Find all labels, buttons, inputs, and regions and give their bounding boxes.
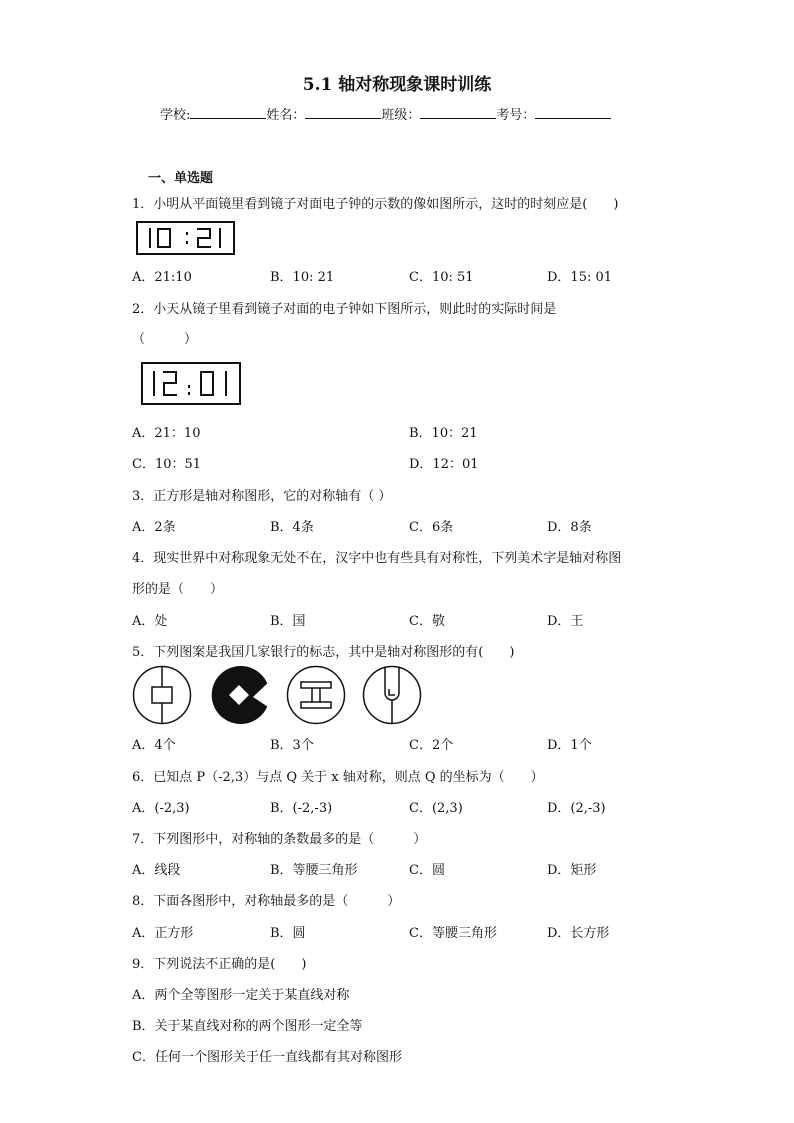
question-8-option-c[interactable]: C．等腰三角形 xyxy=(409,926,497,941)
class-label: 班级： xyxy=(381,108,421,123)
question-1-option-c[interactable]: C．10: 51 xyxy=(409,270,474,285)
header-fields xyxy=(160,104,611,123)
page-title: 5.1 轴对称现象课时训练 xyxy=(302,75,492,95)
name-label: 姓名： xyxy=(266,108,306,123)
question-5-option-a[interactable]: A．4个 xyxy=(132,738,176,753)
question-1-option-a[interactable]: A．21:10 xyxy=(132,270,192,285)
class-blank[interactable] xyxy=(420,106,496,119)
question-3-option-c[interactable]: C．6条 xyxy=(409,520,454,535)
question-8-stem: 8．下面各图形中，对称轴最多的是（ ） xyxy=(132,894,401,909)
question-2-clock xyxy=(141,362,241,405)
exam-no-blank[interactable] xyxy=(535,106,611,119)
question-7-option-a[interactable]: A．线段 xyxy=(132,863,181,878)
exam-no-label: 考号： xyxy=(496,108,536,123)
question-9-stem: 9．下列说法不正确的是( ) xyxy=(132,957,307,972)
question-5-stem: 5．下列图案是我国几家银行的标志，其中是轴对称图形的有( ) xyxy=(132,645,515,660)
question-3-option-d[interactable]: D．8条 xyxy=(547,520,592,535)
clock-digits-figure xyxy=(138,223,233,253)
question-5-option-d[interactable]: D．1个 xyxy=(547,738,592,753)
question-5-option-b[interactable]: B．3个 xyxy=(270,738,314,753)
question-8-option-b[interactable]: B．圆 xyxy=(270,926,306,941)
question-2-option-a[interactable]: A．21：10 xyxy=(132,426,201,441)
question-2-option-d[interactable]: D．12：01 xyxy=(409,457,479,472)
question-7-option-c[interactable]: C．圆 xyxy=(409,863,445,878)
school-blank[interactable] xyxy=(190,106,266,119)
question-2-option-c[interactable]: C．10：51 xyxy=(132,457,202,472)
question-9-option-c[interactable]: C．任何一个图形关于任一直线都有其对称图形 xyxy=(132,1050,402,1065)
question-7-option-d[interactable]: D．矩形 xyxy=(547,863,597,878)
clock-digits-figure xyxy=(143,364,239,403)
question-6-stem: 6．已知点 P（-2,3）与点 Q 关于 x 轴对称，则点 Q 的坐标为（ ） xyxy=(132,770,544,785)
question-1-option-b[interactable]: B．10: 21 xyxy=(270,270,335,285)
question-2-option-b[interactable]: B．10：21 xyxy=(409,426,478,441)
question-6-option-b[interactable]: B．(-2,-3) xyxy=(270,801,333,816)
question-7-option-b[interactable]: B．等腰三角形 xyxy=(270,863,358,878)
question-4-option-a[interactable]: A．处 xyxy=(132,614,168,629)
question-6-option-a[interactable]: A．(-2,3) xyxy=(132,801,190,816)
question-1-clock xyxy=(136,221,235,255)
question-5-option-c[interactable]: C．2个 xyxy=(409,738,454,753)
question-1-stem: 1．小明从平面镜里看到镜子对面电子钟的示数的像如图所示，这时的时刻应是( ) xyxy=(132,197,619,212)
question-8-option-d[interactable]: D．长方形 xyxy=(547,926,610,941)
question-3-option-b[interactable]: B．4条 xyxy=(270,520,314,535)
question-2-stem-line2: （ ） xyxy=(132,332,198,347)
question-4-option-c[interactable]: C．敬 xyxy=(409,614,445,629)
question-4-stem-line1: 4．现实世界中对称现象无处不在，汉字中也有些具有对称性，下列美术字是轴对称图 xyxy=(132,551,622,566)
question-2-stem-line1: 2．小天从镜子里看到镜子对面的电子钟如下图所示，则此时的实际时间是 xyxy=(132,302,557,317)
school-label: 学校: xyxy=(160,108,191,123)
question-6-option-c[interactable]: C．(2,3) xyxy=(409,801,463,816)
question-9-option-b[interactable]: B．关于某直线对称的两个图形一定全等 xyxy=(132,1019,363,1034)
question-4-option-b[interactable]: B．国 xyxy=(270,614,306,629)
question-4-stem-line2: 形的是（ ） xyxy=(132,582,224,597)
question-7-stem: 7．下列图形中，对称轴的条数最多的是（ ） xyxy=(132,832,427,847)
question-8-option-a[interactable]: A．正方形 xyxy=(132,926,194,941)
question-4-option-d[interactable]: D．王 xyxy=(547,614,584,629)
bank-logo-1-icon xyxy=(132,665,192,725)
question-3-option-a[interactable]: A．2条 xyxy=(132,520,176,535)
question-9-option-a[interactable]: A．两个全等图形一定关于某直线对称 xyxy=(132,988,350,1003)
bank-logo-3-icon xyxy=(286,665,346,725)
name-blank[interactable] xyxy=(305,106,381,119)
bank-logo-2-icon xyxy=(209,665,271,725)
section-title: 一、单选题 xyxy=(148,171,214,186)
question-3-stem: 3．正方形是轴对称图形，它的对称轴有（ ） xyxy=(132,489,392,504)
question-1-option-d[interactable]: D．15: 01 xyxy=(547,270,613,285)
question-6-option-d[interactable]: D．(2,-3) xyxy=(547,801,606,816)
bank-logo-4-icon xyxy=(362,665,422,725)
